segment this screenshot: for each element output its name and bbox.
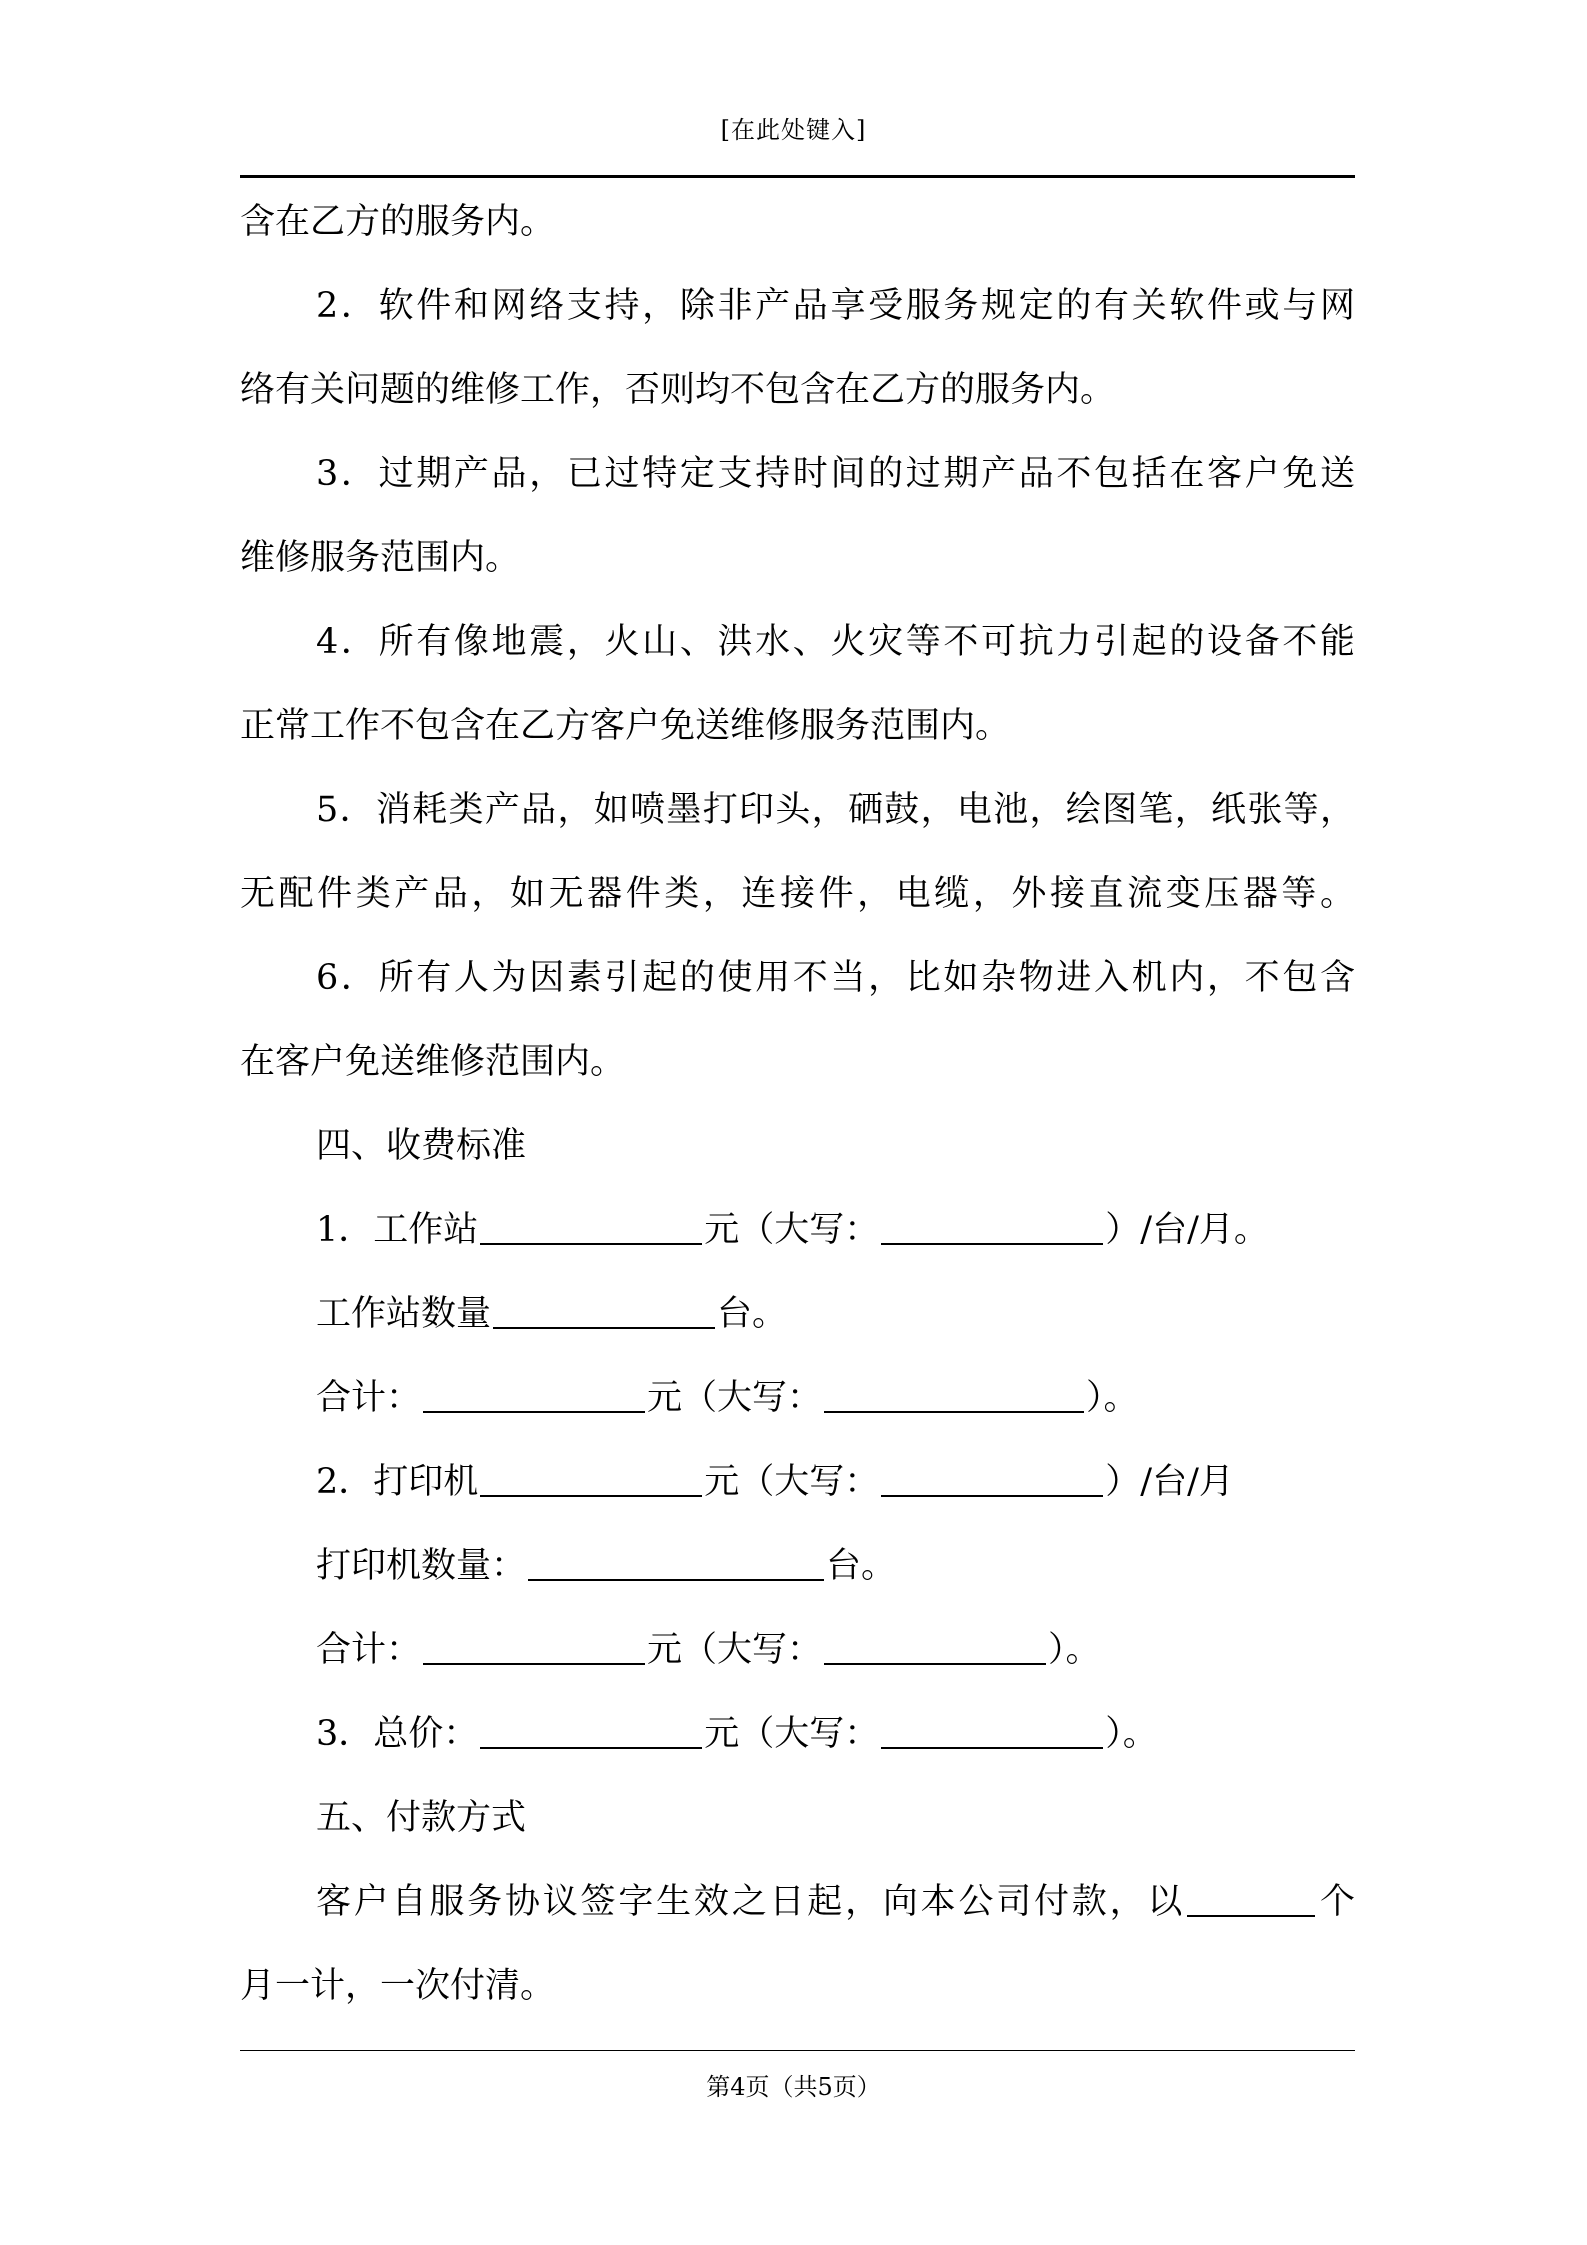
workstation-total-suffix: ）。 [1086,1378,1139,1418]
workstation-price-blank[interactable] [480,1203,702,1245]
section-heading: 五、付款方式 [316,1798,527,1838]
paragraph-line: 络有关问题的维修工作，否则均不包含在乙方的服务内。 [240,370,1116,410]
section-heading: 四、收费标准 [316,1126,527,1166]
grand-total-label: 3．总价： [316,1714,479,1754]
document-body [240,180,1355,2028]
paragraph-line: 4．所有像地震，火山、洪水、火灾等不可抗力引起的设备不能 [316,622,1355,662]
printer-price-words-blank[interactable] [881,1455,1103,1497]
header-divider [240,175,1355,178]
workstation-total-line [240,1356,1355,1440]
printer-price-mid: 元（大写： [704,1462,880,1502]
workstation-total-blank[interactable] [423,1371,645,1413]
paragraph-line: 月一计，一次付清。 [240,1966,556,2006]
printer-total-mid: 元（大写： [647,1630,823,1670]
printer-count-line [240,1524,1355,1608]
payment-months-blank[interactable] [1187,1875,1315,1917]
payment-suffix: 个 [1317,1882,1355,1922]
paragraph-line: 无配件类产品，如无器件类，连接件，电缆，外接直流变压器等。 [240,874,1355,914]
workstation-price-line [240,1188,1355,1272]
workstation-total-label: 合计： [316,1378,422,1418]
payment-line [240,1860,1355,1944]
paragraph-line: 正常工作不包含在乙方客户免送维修服务范围内。 [240,706,1011,746]
grand-total-suffix: ）。 [1105,1714,1158,1754]
paragraph-line: 在客户免送维修范围内。 [240,1042,626,1082]
grand-total-blank[interactable] [480,1707,702,1749]
printer-total-suffix: ）。 [1048,1630,1101,1670]
grand-total-mid: 元（大写： [704,1714,880,1754]
printer-count-label: 打印机数量： [316,1546,527,1586]
page-header: [在此处键入] [720,116,867,144]
grand-total-words-blank[interactable] [881,1707,1103,1749]
printer-total-blank[interactable] [423,1623,645,1665]
printer-price-blank[interactable] [480,1455,702,1497]
payment-text: 客户自服务协议签字生效之日起，向本公司付款，以 [316,1882,1186,1922]
workstation-count-label: 工作站数量 [316,1294,492,1334]
workstation-price-words-blank[interactable] [881,1203,1103,1245]
workstation-count-blank[interactable] [493,1287,715,1329]
paragraph-line: 3．过期产品，已过特定支持时间的过期产品不包括在客户免送 [316,454,1355,494]
printer-price-line [240,1440,1355,1524]
workstation-count-line [240,1272,1355,1356]
workstation-price-suffix: ）/台/月。 [1105,1210,1269,1250]
printer-total-label: 合计： [316,1630,422,1670]
workstation-count-suffix: 台。 [717,1294,788,1334]
workstation-total-mid: 元（大写： [647,1378,823,1418]
page-number: 第4页（共5页） [706,2073,881,2101]
printer-total-line [240,1608,1355,1692]
grand-total-line [240,1692,1355,1776]
workstation-price-mid: 元（大写： [704,1210,880,1250]
printer-count-blank[interactable] [528,1539,824,1581]
workstation-price-label: 1．工作站 [316,1210,479,1250]
printer-price-suffix: ）/台/月 [1105,1462,1234,1502]
printer-count-suffix: 台。 [826,1546,897,1586]
paragraph-line: 5．消耗类产品，如喷墨打印头，硒鼓，电池，绘图笔，纸张等， [316,790,1355,830]
paragraph-line: 2．软件和网络支持，除非产品享受服务规定的有关软件或与网 [316,286,1355,326]
paragraph-line: 维修服务范围内。 [240,538,521,578]
paragraph-line: 含在乙方的服务内。 [240,202,556,242]
paragraph-line: 6．所有人为因素引起的使用不当，比如杂物进入机内，不包含 [316,958,1355,998]
printer-price-label: 2．打印机 [316,1462,479,1502]
footer-divider [240,2050,1355,2051]
printer-total-words-blank[interactable] [824,1623,1046,1665]
workstation-total-words-blank[interactable] [824,1371,1084,1413]
